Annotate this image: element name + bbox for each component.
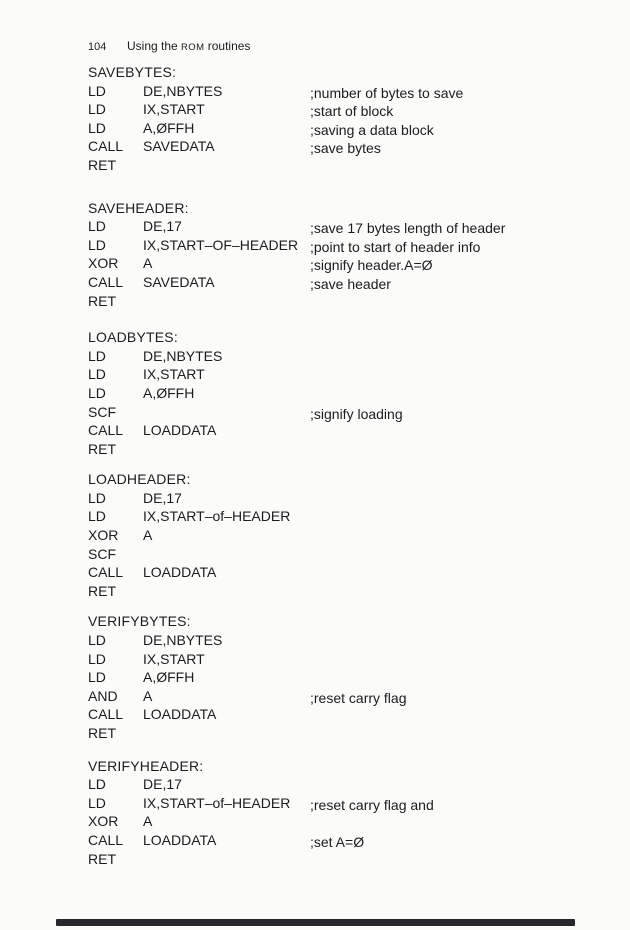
operand: SAVEDATA [143, 273, 215, 290]
mnemonic: RET [88, 582, 116, 599]
mnemonic: CALL [88, 831, 124, 848]
chapter-title-pre: Using the [127, 39, 182, 53]
comment: ;save header [310, 275, 391, 292]
code-label: LOADBYTES: [88, 329, 178, 346]
code-line [88, 775, 505, 794]
code-line [88, 812, 505, 831]
code-line [88, 236, 505, 255]
operand: A,ØFFH [143, 669, 195, 686]
code-label: SAVEBYTES: [88, 64, 177, 80]
mnemonic: LD [88, 101, 106, 118]
page-number: 104 [88, 41, 107, 53]
mnemonic: XOR [88, 255, 119, 272]
operand: IX,START–OF–HEADER [143, 236, 299, 253]
mnemonic: SCF [88, 403, 116, 420]
mnemonic: LD [88, 82, 106, 99]
mnemonic: LD [88, 489, 106, 506]
code-block-saveheader [88, 199, 505, 311]
mnemonic: AND [88, 687, 118, 704]
code-line [88, 489, 505, 508]
operand: DE,17 [143, 776, 182, 793]
code-line [88, 347, 505, 366]
comment: ;signify header.A=Ø [310, 257, 433, 274]
operand: A [143, 527, 153, 544]
chapter-title-post: routines [204, 39, 251, 53]
code-label: VERIFYBYTES: [88, 613, 191, 630]
mnemonic: LD [88, 384, 106, 401]
mnemonic: LD [88, 347, 106, 364]
operand: IX,START–of–HEADER [143, 794, 291, 811]
running-head [88, 37, 250, 55]
mnemonic: RET [88, 440, 116, 457]
assembly-listing [88, 63, 505, 880]
operand: IX,START [143, 101, 205, 118]
comment: ;start of block [310, 103, 394, 120]
code-line [88, 217, 505, 236]
operand: IX,START–of–HEADER [143, 508, 291, 525]
chapter-title-acronym: ROM [181, 42, 205, 53]
code-line [88, 526, 505, 545]
code-line [88, 137, 505, 156]
mnemonic: LD [88, 776, 106, 793]
code-line [88, 724, 505, 743]
comment: ;number of bytes to save [310, 84, 464, 101]
mnemonic: CALL [88, 706, 124, 723]
code-line [88, 421, 505, 440]
mnemonic: RET [88, 292, 116, 309]
mnemonic: LD [88, 632, 106, 649]
code-line [88, 82, 505, 101]
mnemonic: LD [88, 794, 106, 811]
code-block-loadbytes [88, 328, 505, 458]
code-line [88, 100, 505, 119]
code-line [88, 582, 505, 601]
code-line [88, 119, 505, 138]
code-line [88, 850, 505, 869]
mnemonic: SCF [88, 545, 116, 562]
operand: A [143, 687, 153, 704]
mnemonic: LD [88, 366, 106, 383]
code-block-loadheader [88, 470, 505, 600]
operand: A [143, 255, 153, 272]
mnemonic: RET [88, 156, 116, 173]
code-line [88, 384, 505, 403]
mnemonic: RET [88, 725, 116, 741]
code-label: LOADHEADER: [88, 471, 191, 488]
code-line [88, 831, 505, 850]
operand: DE,NBYTES [143, 632, 223, 649]
mnemonic: RET [88, 850, 116, 867]
code-line [88, 631, 505, 650]
operand: DE,17 [143, 489, 182, 506]
mnemonic: CALL [88, 564, 124, 581]
mnemonic: LD [88, 119, 106, 136]
mnemonic: CALL [88, 422, 124, 439]
code-line [88, 507, 505, 526]
operand: A,ØFFH [143, 119, 195, 136]
mnemonic: LD [88, 508, 106, 525]
operand: SAVEDATA [143, 138, 215, 155]
code-line [88, 687, 505, 706]
operand: LOADDATA [143, 422, 217, 439]
operand: DE,NBYTES [143, 347, 223, 364]
comment: ;save bytes [310, 140, 381, 157]
code-line [88, 156, 505, 175]
operand: A,ØFFH [143, 384, 195, 401]
operand: DE,17 [143, 218, 182, 235]
mnemonic: LD [88, 650, 106, 667]
mnemonic: CALL [88, 273, 124, 290]
code-line [88, 794, 505, 813]
code-line [88, 650, 505, 669]
comment: ;saving a data block [310, 121, 434, 138]
code-label: SAVEHEADER: [88, 199, 189, 216]
code-line [88, 440, 505, 459]
comment: ;reset carry flag [310, 689, 407, 706]
code-line [88, 292, 505, 311]
operand: A [143, 813, 153, 830]
comment: ;point to start of header info [310, 238, 481, 255]
code-line [88, 365, 505, 384]
mnemonic: CALL [88, 138, 124, 155]
comment: ;reset carry flag and [310, 796, 434, 813]
code-block-verifybytes [88, 612, 505, 742]
page-bottom-scan-bar [56, 919, 575, 926]
operand: IX,START [143, 366, 205, 383]
comment: ;save 17 bytes length of header [310, 220, 506, 237]
code-line [88, 668, 505, 687]
operand: DE,NBYTES [143, 82, 223, 99]
code-line [88, 403, 505, 422]
code-block-verifyheader [88, 757, 505, 869]
mnemonic: XOR [88, 813, 119, 830]
mnemonic: LD [88, 669, 106, 686]
chapter-title [127, 39, 250, 53]
operand: LOADDATA [143, 831, 217, 848]
code-line [88, 254, 505, 273]
mnemonic: LD [88, 236, 106, 253]
comment: ;set A=Ø [310, 833, 365, 850]
code-label: VERIFYHEADER: [88, 757, 204, 774]
operand: LOADDATA [143, 564, 217, 581]
mnemonic: LD [88, 218, 106, 235]
code-line [88, 273, 505, 292]
comment: ;signify loading [310, 405, 403, 422]
code-block-savebytes [88, 63, 505, 175]
code-line [88, 545, 505, 564]
operand: LOADDATA [143, 706, 217, 723]
mnemonic: XOR [88, 527, 119, 544]
code-line [88, 563, 505, 582]
operand: IX,START [143, 650, 205, 667]
code-line [88, 705, 505, 724]
